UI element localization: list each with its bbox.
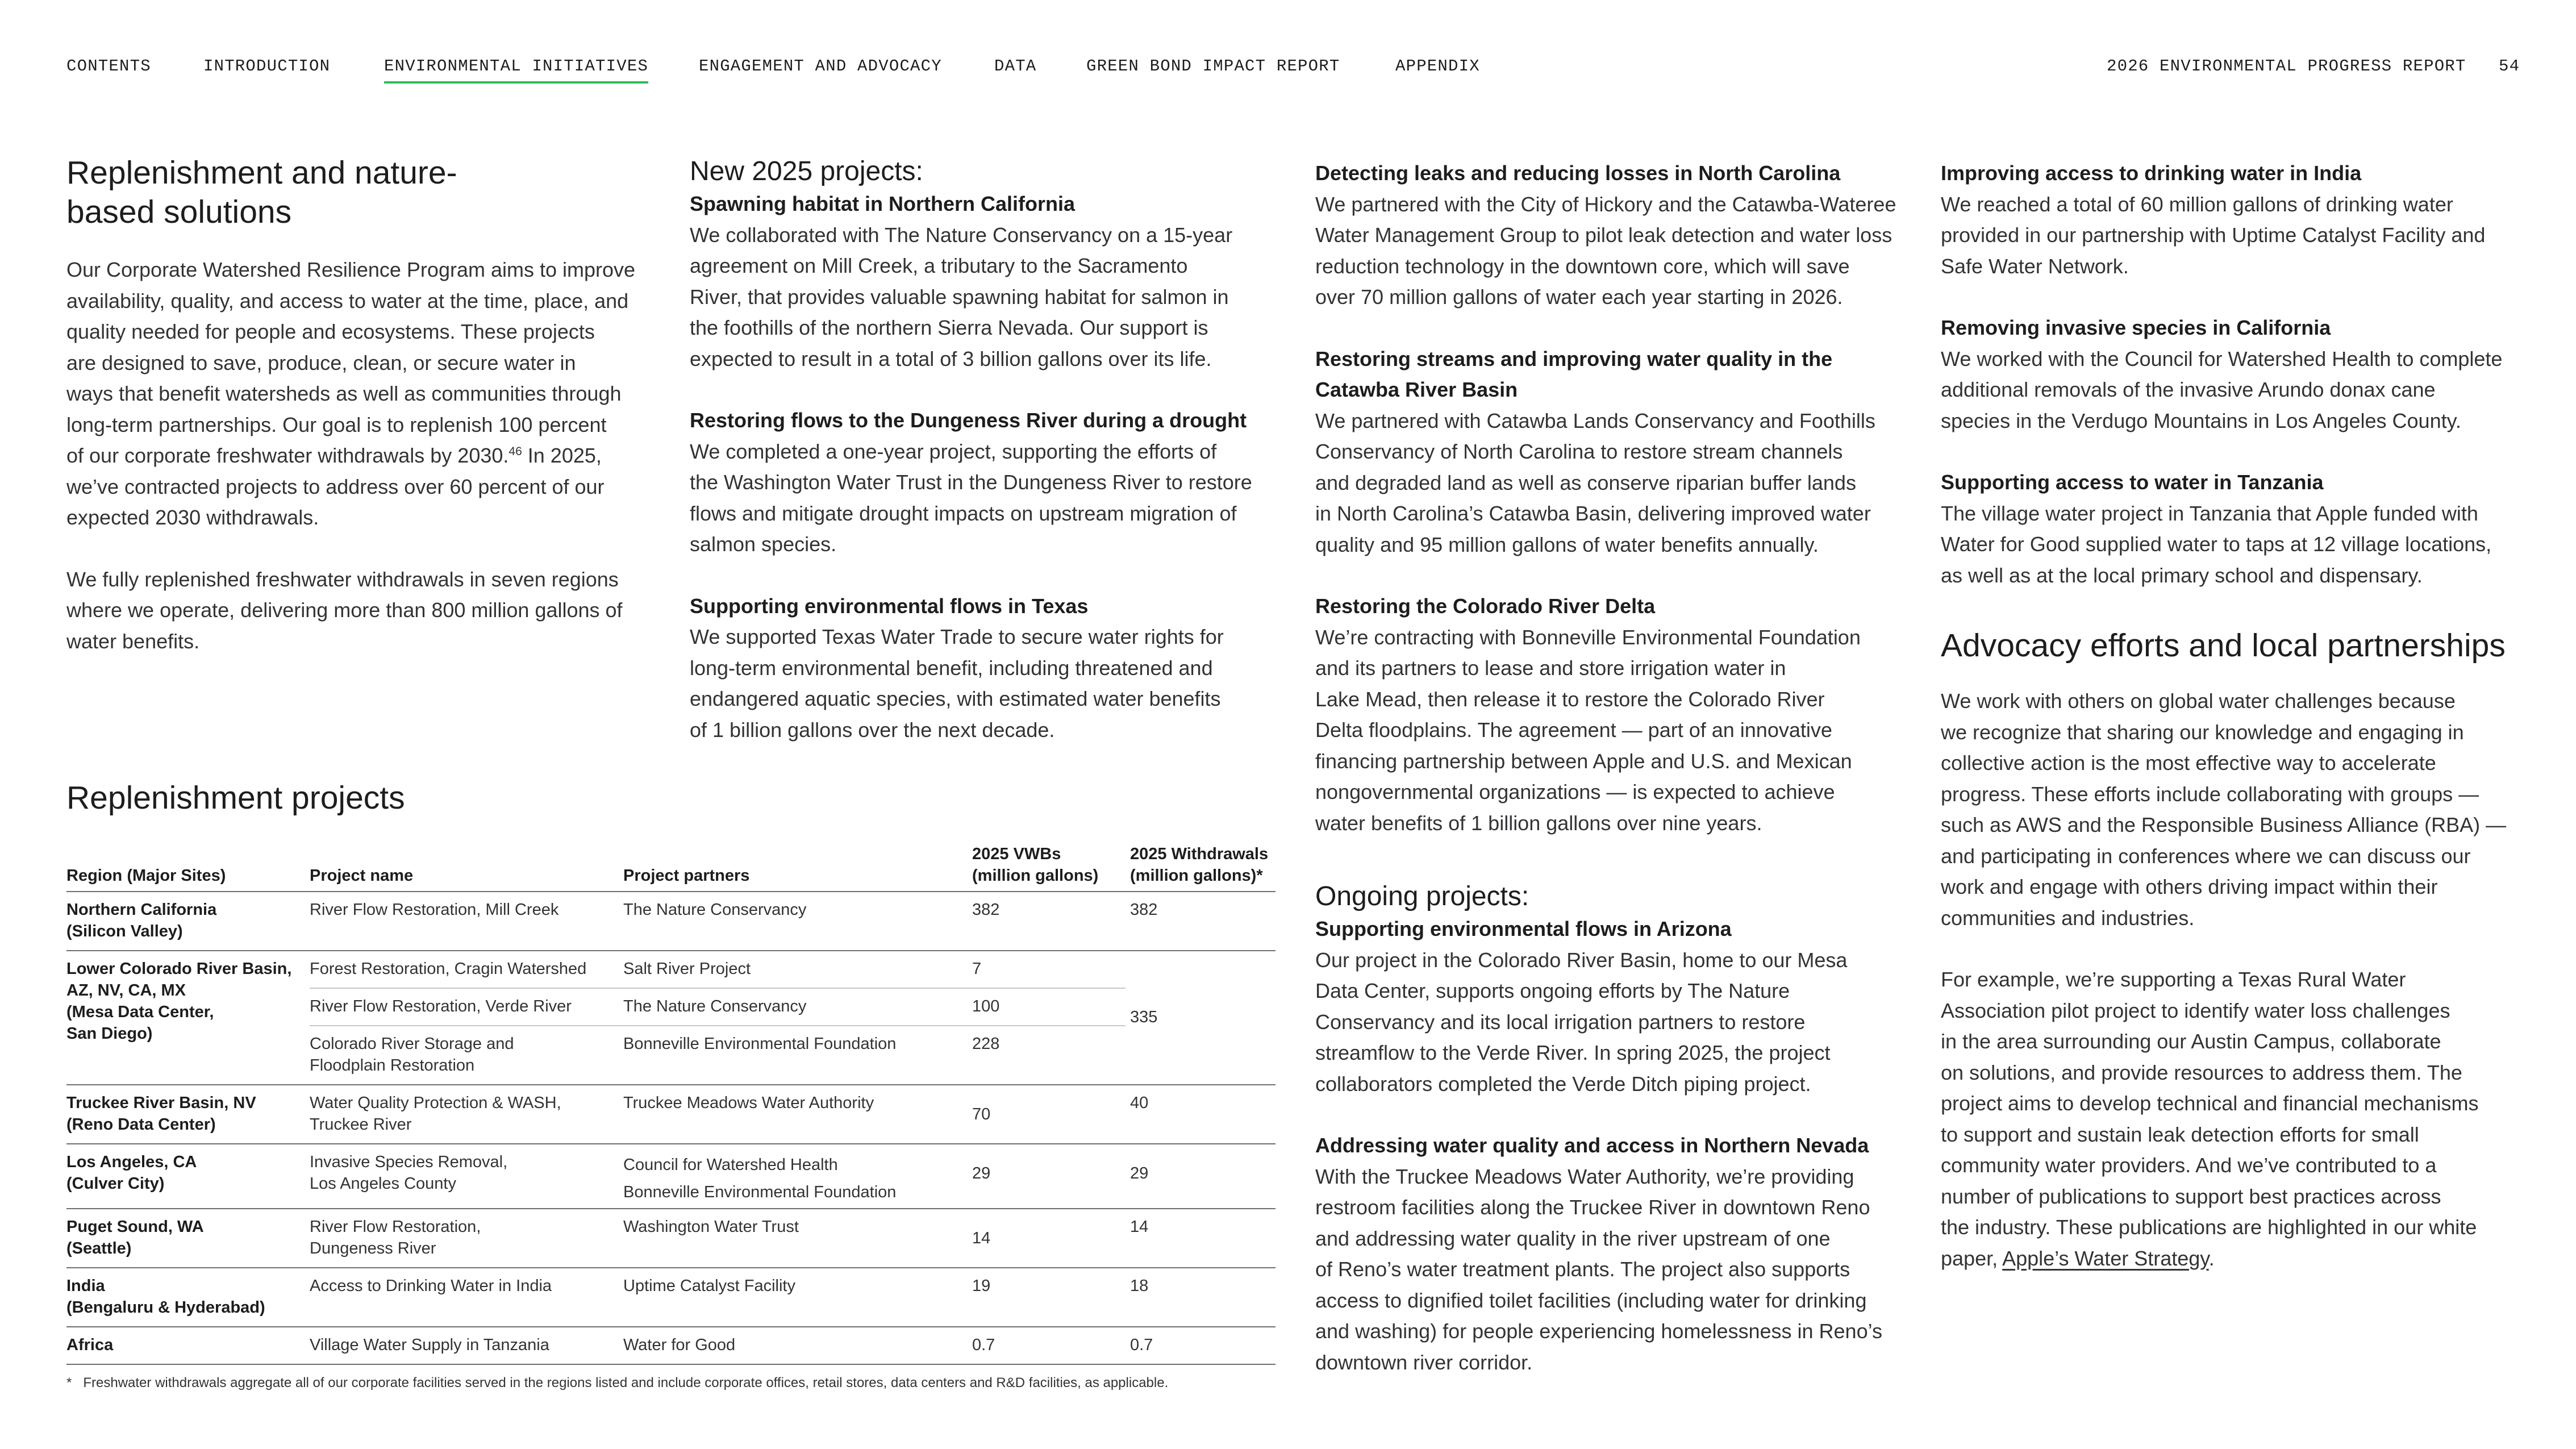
table-header-0: Region (Major Sites)	[66, 867, 226, 885]
text-line: and addressing water quality in the river upstream of one	[1315, 1226, 1831, 1250]
project-body-north-carolina-leaks	[1315, 189, 1918, 313]
table-divider	[310, 1025, 1126, 1026]
table-header-3: 2025 VWBs (million gallons)	[972, 845, 1099, 885]
text-line: We completed a one-year project, supporting the efforts of	[690, 439, 1217, 463]
footnote-mark: *	[66, 1375, 72, 1390]
text-line: salmon species.	[690, 532, 837, 556]
withdrawals-value: 382	[1130, 901, 1158, 919]
nav-contents[interactable]: CONTENTS	[66, 57, 151, 76]
vwb-value: 228	[972, 1035, 1000, 1053]
text-line: over 70 million gallons of water each year starting in 2026.	[1315, 285, 1843, 309]
project-partners: The Nature Conservancy	[623, 901, 807, 919]
text-line: of 1 billion gallons over the next decade.	[690, 718, 1055, 742]
text-line: We’re contracting with Bonneville Environmental Foundation	[1315, 625, 1861, 649]
text-line: water benefits.	[66, 629, 200, 653]
text-line: We fully replenished freshwater withdrawals in seven regions	[66, 567, 619, 591]
text-line: We worked with the Council for Watershed Health to complete	[1941, 347, 2503, 370]
project-body-texas	[690, 622, 1286, 746]
project-body-colorado-delta	[1315, 622, 1918, 839]
region-name: Los Angeles, CA (Culver City)	[66, 1153, 197, 1193]
project-body-dungeness	[690, 436, 1286, 560]
region-name: Truckee River Basin, NV (Reno Data Center)	[66, 1094, 256, 1134]
withdrawals-value: 18	[1130, 1277, 1149, 1295]
text-line: in North Carolina’s Catawba Basin, delivering improved water	[1315, 502, 1871, 525]
text-line: such as AWS and the Responsible Business Alliance (RBA) —	[1941, 813, 2507, 836]
project-title-mill-creek: Spawning habitat in Northern California	[690, 192, 1076, 215]
project-title-tanzania: Supporting access to water in Tanzania	[1941, 470, 2324, 494]
text-line: Our project in the Colorado River Basin, home to our Mesa	[1315, 948, 1848, 972]
table-footnote	[66, 1375, 1168, 1391]
project-title-arizona: Supporting environmental flows in Arizona	[1315, 917, 1732, 940]
project-partners: The Nature Conservancy	[623, 997, 807, 1015]
footnote-text: of our corporate freshwater withdrawals by 2030.	[66, 444, 509, 467]
project-title-colorado-delta: Restoring the Colorado River Delta	[1315, 594, 1656, 618]
text-line: provided in our partnership with Uptime Catalyst Facility and	[1941, 223, 2486, 247]
column-4	[1941, 158, 2549, 1274]
text-line: ways that benefit watersheds as well as communities through	[66, 382, 622, 405]
text-line: For example, we’re supporting a Texas Rural Water	[1941, 968, 2406, 991]
project-body-invasive	[1941, 344, 2549, 437]
text-line: expected 2030 withdrawals.	[66, 506, 319, 529]
text-line: collaborators completed the Verde Ditch piping project.	[1315, 1072, 1811, 1096]
text-line: and washing) for people experiencing homelessness in Reno’s	[1315, 1319, 1882, 1343]
project-partners: Council for Watershed Health Bonneville Environmental Foundation	[623, 1156, 897, 1201]
project-partners: Water for Good	[623, 1336, 736, 1354]
text-line: restroom facilities along the Truckee River in downtown Reno	[1315, 1196, 1870, 1219]
text-line: downtown river corridor.	[1315, 1350, 1533, 1374]
text-line: long-term environmental benefit, including threatened and	[690, 656, 1213, 680]
text-line: Lake Mead, then release it to restore the Colorado River	[1315, 687, 1825, 711]
text-line: Delta floodplains. The agreement — part of an innovative	[1315, 718, 1832, 742]
project-name: Forest Restoration, Cragin Watershed	[310, 960, 587, 978]
vwb-value: 14	[972, 1229, 991, 1247]
vwb-value: 7	[972, 960, 982, 978]
advocacy-text: paper,	[1941, 1246, 2003, 1270]
project-partners: Truckee Meadows Water Authority	[623, 1094, 874, 1112]
text-line: the foothills of the northern Sierra Nevada. Our support is	[690, 316, 1208, 339]
table-header-4: 2025 Withdrawals (million gallons)*	[1130, 845, 1269, 885]
text-line: We reached a total of 60 million gallons of drinking water	[1941, 192, 2453, 216]
text-line: We work with others on global water challenges because	[1941, 689, 2456, 713]
text-line: Restoring streams and improving water quality in the	[1315, 347, 1833, 370]
project-name: Village Water Supply in Tanzania	[310, 1336, 549, 1354]
region-name: Puget Sound, WA (Seattle)	[66, 1218, 204, 1258]
text-line: Our Corporate Watershed Resilience Program aims to improve	[66, 258, 636, 281]
text-line: as well as at the local primary school and dispensary.	[1941, 563, 2423, 587]
text-line: to support and sustain leak detection efforts for small	[1941, 1122, 2419, 1146]
project-partners: Washington Water Trust	[623, 1218, 799, 1236]
text-line: We collaborated with The Nature Conservancy on a 15-year	[690, 223, 1233, 247]
text-line: progress. These efforts include collaborating with groups —	[1941, 782, 2479, 806]
advocacy-paragraph-2	[1941, 964, 2549, 1274]
withdrawals-value: 29	[1130, 1164, 1149, 1182]
section-title-line-2: based solutions	[66, 194, 292, 230]
ongoing-projects-heading: Ongoing projects:	[1315, 881, 1529, 911]
table-divider	[66, 1267, 1276, 1268]
text-line: nongovernmental organizations — is expected to achieve	[1315, 780, 1835, 803]
table-divider	[66, 1326, 1276, 1327]
table-title: Replenishment projects	[66, 780, 405, 816]
project-title-texas: Supporting environmental flows in Texas	[690, 594, 1089, 618]
table-divider	[66, 1143, 1276, 1144]
text-line: The village water project in Tanzania that Apple funded with	[1941, 501, 2478, 525]
nav-environmental-initiatives[interactable]: ENVIRONMENTAL INITIATIVES	[384, 57, 649, 76]
vwb-value: 19	[972, 1277, 991, 1295]
table-header-1: Project name	[310, 867, 414, 885]
text-line: Conservancy and its local irrigation partners to restore	[1315, 1010, 1806, 1034]
footnote-text-post: In 2025,	[522, 444, 602, 467]
top-navigation	[0, 0, 2576, 102]
report-title: 2026 ENVIRONMENTAL PROGRESS REPORT	[2107, 57, 2466, 76]
project-body-india	[1941, 189, 2549, 282]
text-line: reduction technology in the downtown core, which will save	[1315, 254, 1850, 278]
text-line: access to dignified toilet facilities (including water for drinking	[1315, 1288, 1867, 1312]
vwb-value: 0.7	[972, 1336, 995, 1354]
region-name: Lower Colorado River Basin, AZ, NV, CA, MX (Mesa Data Center, San Diego)	[66, 960, 292, 1043]
text-line: Conservancy of North Carolina to restore stream channels	[1315, 440, 1843, 463]
text-line: and degraded land as well as conserve riparian buffer lands	[1315, 470, 1856, 494]
project-body-nevada	[1315, 1161, 1918, 1379]
text-line: With the Truckee Meadows Water Authority, we’re providing	[1315, 1164, 1854, 1188]
nav-introduction[interactable]: INTRODUCTION	[203, 57, 331, 76]
section-title-line-1: Replenishment and nature-	[66, 155, 457, 191]
column-1	[66, 153, 663, 657]
project-title-invasive: Removing invasive species in California	[1941, 316, 2331, 339]
withdrawals-value: 335	[1130, 1008, 1158, 1026]
text-line: quality and 95 million gallons of water benefits annually.	[1315, 532, 1819, 556]
project-body-catawba	[1315, 406, 1918, 561]
text-line: availability, quality, and access to water at the time, place, and	[66, 289, 629, 313]
text-line: collective action is the most effective way to accelerate	[1941, 751, 2436, 775]
project-title-dungeness: Restoring flows to the Dungeness River during a drought	[690, 409, 1247, 432]
text-line: number of publications to support best practices across	[1941, 1184, 2441, 1208]
text-line: additional removals of the invasive Arundo donax cane	[1941, 378, 2436, 401]
text-line: quality needed for people and ecosystems. These projects	[66, 320, 595, 343]
text-line: Data Center, supports ongoing efforts by The Nature	[1315, 979, 1790, 1002]
text-line: streamflow to the Verde River. In spring 2025, the project	[1315, 1041, 1831, 1064]
text-line: agreement on Mill Creek, a tributary to the Sacramento	[690, 254, 1188, 277]
vwb-value: 29	[972, 1164, 991, 1182]
text-line: we’ve contracted projects to address over 60 percent of our	[66, 474, 605, 498]
text-line: in the area surrounding our Austin Campus, collaborate	[1941, 1030, 2441, 1053]
table-divider	[66, 891, 1276, 892]
text-line: are designed to save, produce, clean, or secure water in	[66, 351, 576, 374]
new-projects-heading: New 2025 projects:	[690, 156, 923, 186]
region-name: India (Bengaluru & Hyderabad)	[66, 1277, 265, 1317]
region-name: Africa	[66, 1336, 114, 1354]
text-line: Safe Water Network.	[1941, 254, 2129, 278]
footnote-text: Freshwater withdrawals aggregate all of our corporate facilities served in the regions listed and include corporate offices, retail stores, data centers and R&D facilities, as applicable.	[83, 1375, 1169, 1390]
vwb-value: 382	[972, 901, 1000, 919]
advocacy-heading: Advocacy efforts and local partnerships	[1941, 627, 2506, 664]
replenished-paragraph	[66, 564, 663, 657]
text-line: the industry. These publications are highlighted in our white	[1941, 1215, 2477, 1239]
withdrawals-value: 14	[1130, 1218, 1149, 1236]
table-divider	[66, 1364, 1276, 1365]
project-name: Invasive Species Removal, Los Angeles County	[310, 1153, 508, 1193]
project-title-north-carolina-leaks: Detecting leaks and reducing losses in North Carolina	[1315, 161, 1841, 185]
text-line: Water for Good supplied water to taps at 12 village locations,	[1941, 532, 2492, 556]
nav-green-bond-impact-report[interactable]: GREEN BOND IMPACT REPORT	[1086, 57, 1340, 76]
project-title-india: Improving access to drinking water in India	[1941, 161, 2362, 185]
text-line: communities and industries.	[1941, 906, 2195, 930]
text-line: where we operate, delivering more than 800 million gallons of	[66, 598, 623, 622]
vwb-value: 70	[972, 1105, 991, 1123]
text-line: on solutions, and provide resources to address them. The	[1941, 1060, 2462, 1084]
text-line: project aims to develop technical and financial mechanisms	[1941, 1092, 2479, 1115]
water-strategy-link[interactable]: Apple’s Water Strategy	[2002, 1246, 2209, 1270]
advocacy-text-end: .	[2208, 1246, 2215, 1270]
text-line: Catawba River Basin	[1315, 378, 1518, 401]
text-line: work and engage with others driving impact within their	[1941, 875, 2438, 898]
project-body-tanzania	[1941, 498, 2549, 592]
text-line: We supported Texas Water Trade to secure water rights for	[690, 625, 1224, 648]
column-3	[1315, 158, 1918, 1378]
project-name: River Flow Restoration, Dungeness River	[310, 1218, 481, 1258]
text-line: the Washington Water Trust in the Dungeness River to restore	[690, 470, 1252, 494]
withdrawals-value: 0.7	[1130, 1336, 1153, 1354]
vwb-value: 100	[972, 997, 1000, 1015]
region-name: Northern California (Silicon Valley)	[66, 901, 217, 940]
text-line: endangered aquatic species, with estimated water benefits	[690, 687, 1221, 710]
text-line: species in the Verdugo Mountains in Los Angeles County.	[1941, 409, 2461, 432]
text-line: financing partnership between Apple and U.S. and Mexican	[1315, 749, 1852, 773]
text-line: expected to result in a total of 3 billion gallons over its life.	[690, 347, 1212, 370]
project-partners: Uptime Catalyst Facility	[623, 1277, 795, 1295]
intro-paragraph	[66, 255, 663, 534]
text-line: River, that provides valuable spawning habitat for salmon in	[690, 285, 1229, 309]
table-divider	[310, 988, 1126, 989]
withdrawals-value: 40	[1130, 1094, 1149, 1112]
section-title	[66, 153, 663, 232]
project-name: River Flow Restoration, Verde River	[310, 997, 572, 1015]
text-line: community water providers. And we’ve contributed to a	[1941, 1154, 2437, 1177]
text-line: long-term partnerships. Our goal is to replenish 100 percent	[66, 413, 607, 436]
text-line: We partnered with Catawba Lands Conservancy and Foothills	[1315, 409, 1875, 432]
project-name: Colorado River Storage and Floodplain Restoration	[310, 1035, 514, 1075]
text-line: We partnered with the City of Hickory and the Catawba-Wateree	[1315, 192, 1896, 216]
project-body-mill-creek	[690, 220, 1286, 375]
column-2	[690, 155, 1286, 746]
nav-data[interactable]: DATA	[994, 57, 1037, 76]
text-line: flows and mitigate drought impacts on upstream migration of	[690, 501, 1237, 525]
project-title-catawba	[1315, 344, 1918, 406]
text-line: and its partners to lease and store irrigation water in	[1315, 656, 1786, 680]
table-divider	[66, 950, 1276, 951]
text-line: of Reno’s water treatment plants. The project also supports	[1315, 1258, 1850, 1281]
project-name: Access to Drinking Water in India	[310, 1277, 552, 1295]
text-line: Association pilot project to identify water loss challenges	[1941, 998, 2450, 1022]
text-line: we recognize that sharing our knowledge and engaging in	[1941, 720, 2464, 744]
text-line: Water Management Group to pilot leak detection and water loss	[1315, 223, 1893, 247]
project-name: River Flow Restoration, Mill Creek	[310, 901, 559, 919]
advocacy-paragraph-1	[1941, 686, 2549, 934]
table-divider	[66, 1084, 1276, 1085]
table-header-2: Project partners	[623, 867, 750, 885]
nav-appendix[interactable]: APPENDIX	[1395, 57, 1480, 76]
project-name: Water Quality Protection & WASH, Truckee River	[310, 1094, 561, 1134]
project-title-nevada: Addressing water quality and access in Northern Nevada	[1315, 1134, 1869, 1157]
project-body-arizona	[1315, 945, 1918, 1100]
text-line: water benefits of 1 billion gallons over nine years.	[1315, 811, 1762, 835]
project-partners: Salt River Project	[623, 960, 751, 978]
project-partners: Bonneville Environmental Foundation	[623, 1035, 897, 1053]
footnote-ref-46[interactable]: 46	[508, 445, 522, 458]
text-line: and participating in conferences where we can discuss our	[1941, 844, 2471, 868]
table-divider	[66, 1208, 1276, 1209]
nav-engagement-and-advocacy[interactable]: ENGAGEMENT AND ADVOCACY	[699, 57, 942, 76]
page-number: 54	[2499, 57, 2520, 76]
